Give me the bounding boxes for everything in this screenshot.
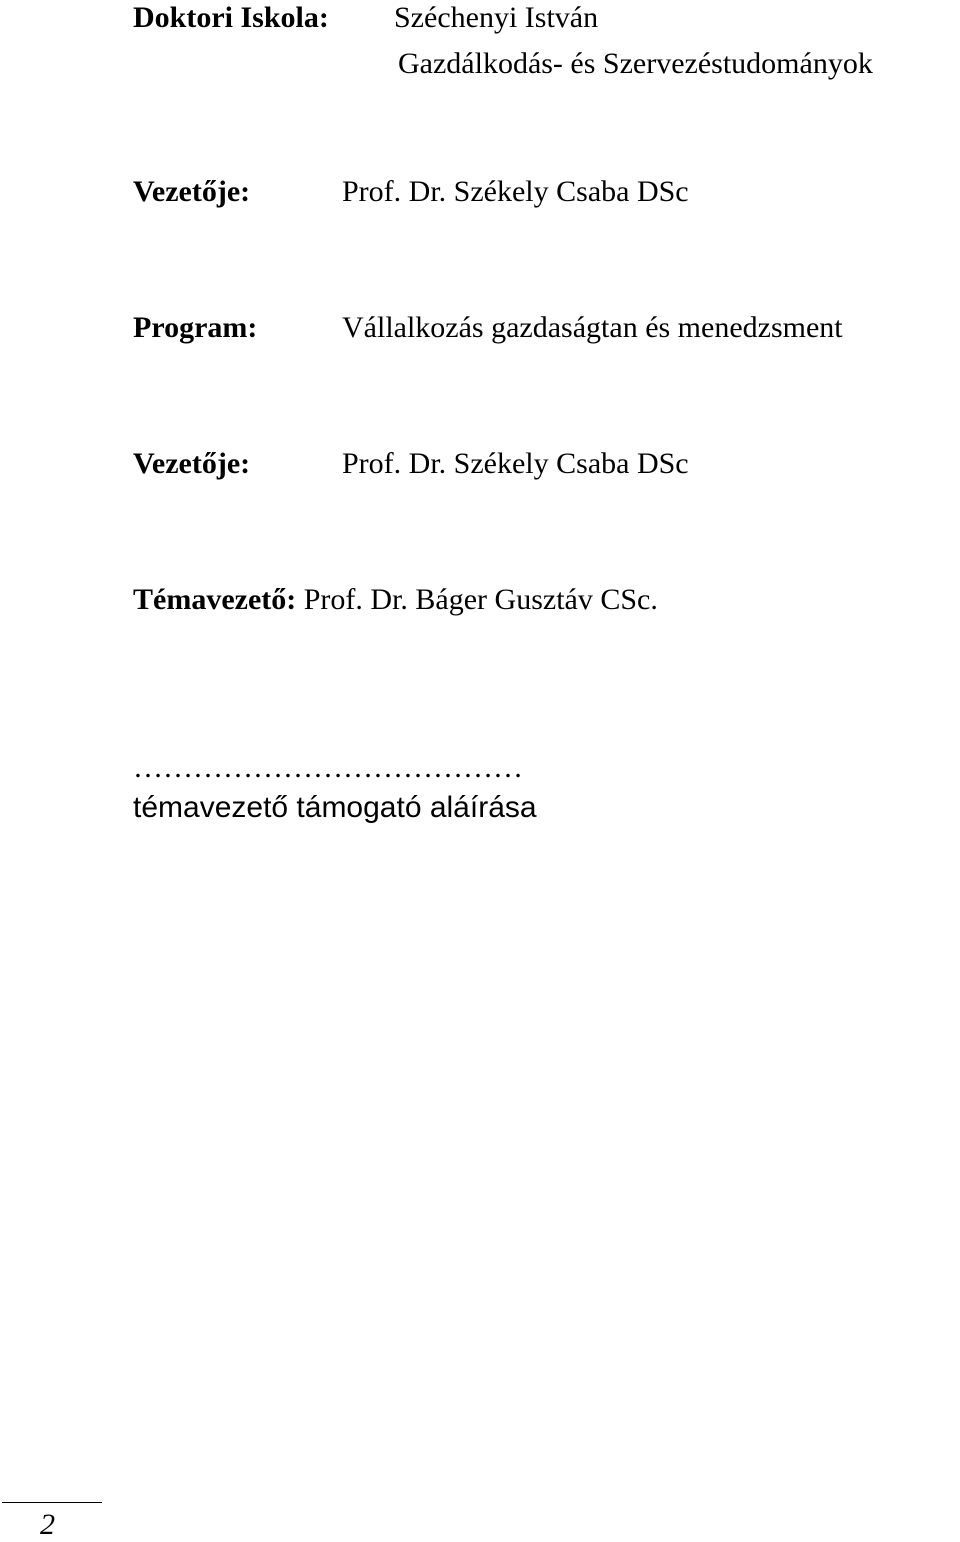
footer-divider bbox=[2, 1502, 102, 1503]
school-name: Széchenyi István bbox=[394, 1, 599, 34]
program-label: Program: bbox=[133, 311, 258, 344]
school-head-name: Prof. Dr. Székely Csaba DSc bbox=[342, 175, 689, 208]
supervisor-label: Témavezető: bbox=[133, 583, 297, 616]
page-number: 2 bbox=[40, 1508, 55, 1541]
school-name-continued: Gazdálkodás- és Szervezéstudományok bbox=[398, 47, 873, 80]
supervisor-line bbox=[133, 582, 658, 618]
supervisor-name: Prof. Dr. Báger Gusztáv CSc. bbox=[303, 583, 658, 616]
program-head-name: Prof. Dr. Székely Csaba DSc bbox=[342, 447, 689, 480]
school-label: Doktori Iskola: bbox=[133, 1, 329, 34]
school-head-label: Vezetője: bbox=[133, 175, 251, 208]
program-name: Vállalkozás gazdaságtan és menedzsment bbox=[342, 311, 843, 344]
signature-line: ………………………………… bbox=[133, 751, 523, 784]
signature-caption: témavezető támogató aláírása bbox=[133, 791, 537, 824]
program-head-label: Vezetője: bbox=[133, 447, 251, 480]
